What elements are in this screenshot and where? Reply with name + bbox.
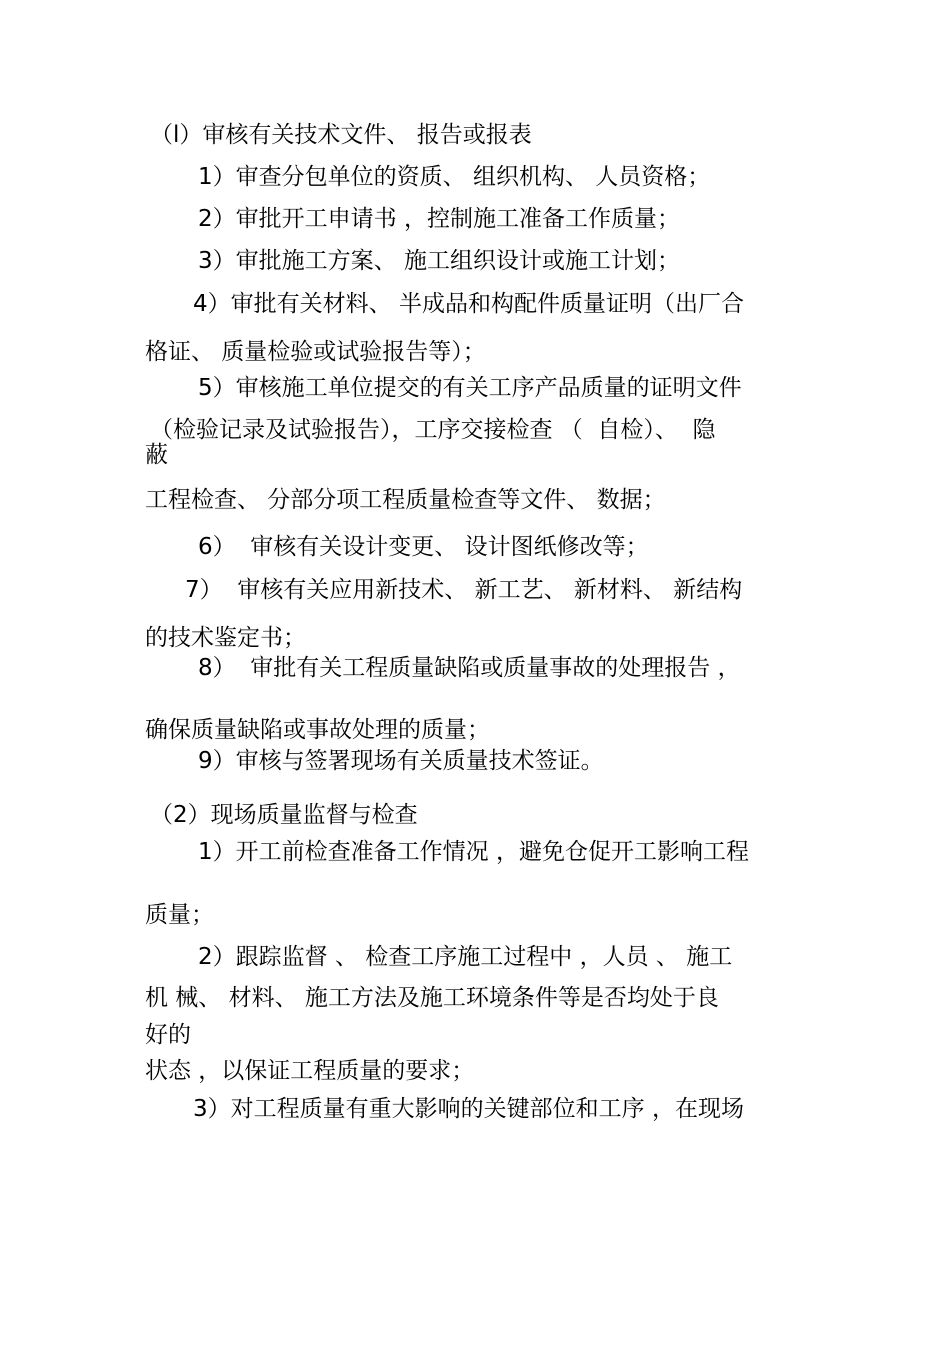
paragraph-line: 蔽	[145, 442, 168, 468]
paragraph-line: 9）审核与签署现场有关质量技术签证。	[198, 748, 604, 774]
paragraph-line: 3）对工程质量有重大影响的关键部位和工序 ，在现场	[193, 1096, 744, 1122]
paragraph-line: 质量；	[145, 902, 214, 928]
paragraph-line: 5）审核施工单位提交的有关工序产品质量的证明文件	[198, 375, 742, 401]
section-1-heading: （l）审核有关技术文件、 报告或报表	[150, 122, 532, 148]
paragraph-line: 1）审查分包单位的资质、 组织机构、 人员资格；	[198, 164, 711, 190]
paragraph-line: 工程检查、 分部分项工程质量检查等文件、 数据；	[145, 487, 666, 513]
section-2-heading: （2）现场质量监督与检查	[150, 802, 418, 828]
paragraph-line: 确保质量缺陷或事故处理的质量；	[145, 717, 490, 743]
paragraph-line: 的技术鉴定书；	[145, 625, 306, 651]
paragraph-line: 机 械、 材料、 施工方法及施工环境条件等是否均处于良	[145, 985, 719, 1011]
paragraph-line: 3）审批施工方案、 施工组织设计或施工计划；	[198, 248, 680, 274]
paragraph-line: 4）审批有关材料、 半成品和构配件质量证明（出厂合	[193, 291, 744, 317]
paragraph-line: 格证、 质量检验或试验报告等）；	[145, 339, 486, 365]
paragraph-line: 状态 ，以保证工程质量的要求；	[145, 1058, 475, 1084]
paragraph-line: 6） 审核有关设计变更、 设计图纸修改等；	[198, 534, 649, 560]
paragraph-line: 8） 审批有关工程质量缺陷或质量事故的处理报告 ，	[198, 655, 741, 681]
paragraph-line: 2）跟踪监督 、 检查工序施工过程中 ，人员 、 施工	[198, 944, 733, 970]
paragraph-line: 2）审批开工申请书 ，控制施工准备工作质量；	[198, 206, 680, 232]
paragraph-line: 好的	[145, 1022, 191, 1048]
paragraph-line: 1）开工前检查准备工作情况 ，避免仓促开工影响工程	[198, 839, 749, 865]
paragraph-line: （检验记录及试验报告），工序交接检查 （ 自检）、 隐	[150, 417, 716, 443]
paragraph-line: 7） 审核有关应用新技术、 新工艺、 新材料、 新结构	[185, 577, 743, 603]
